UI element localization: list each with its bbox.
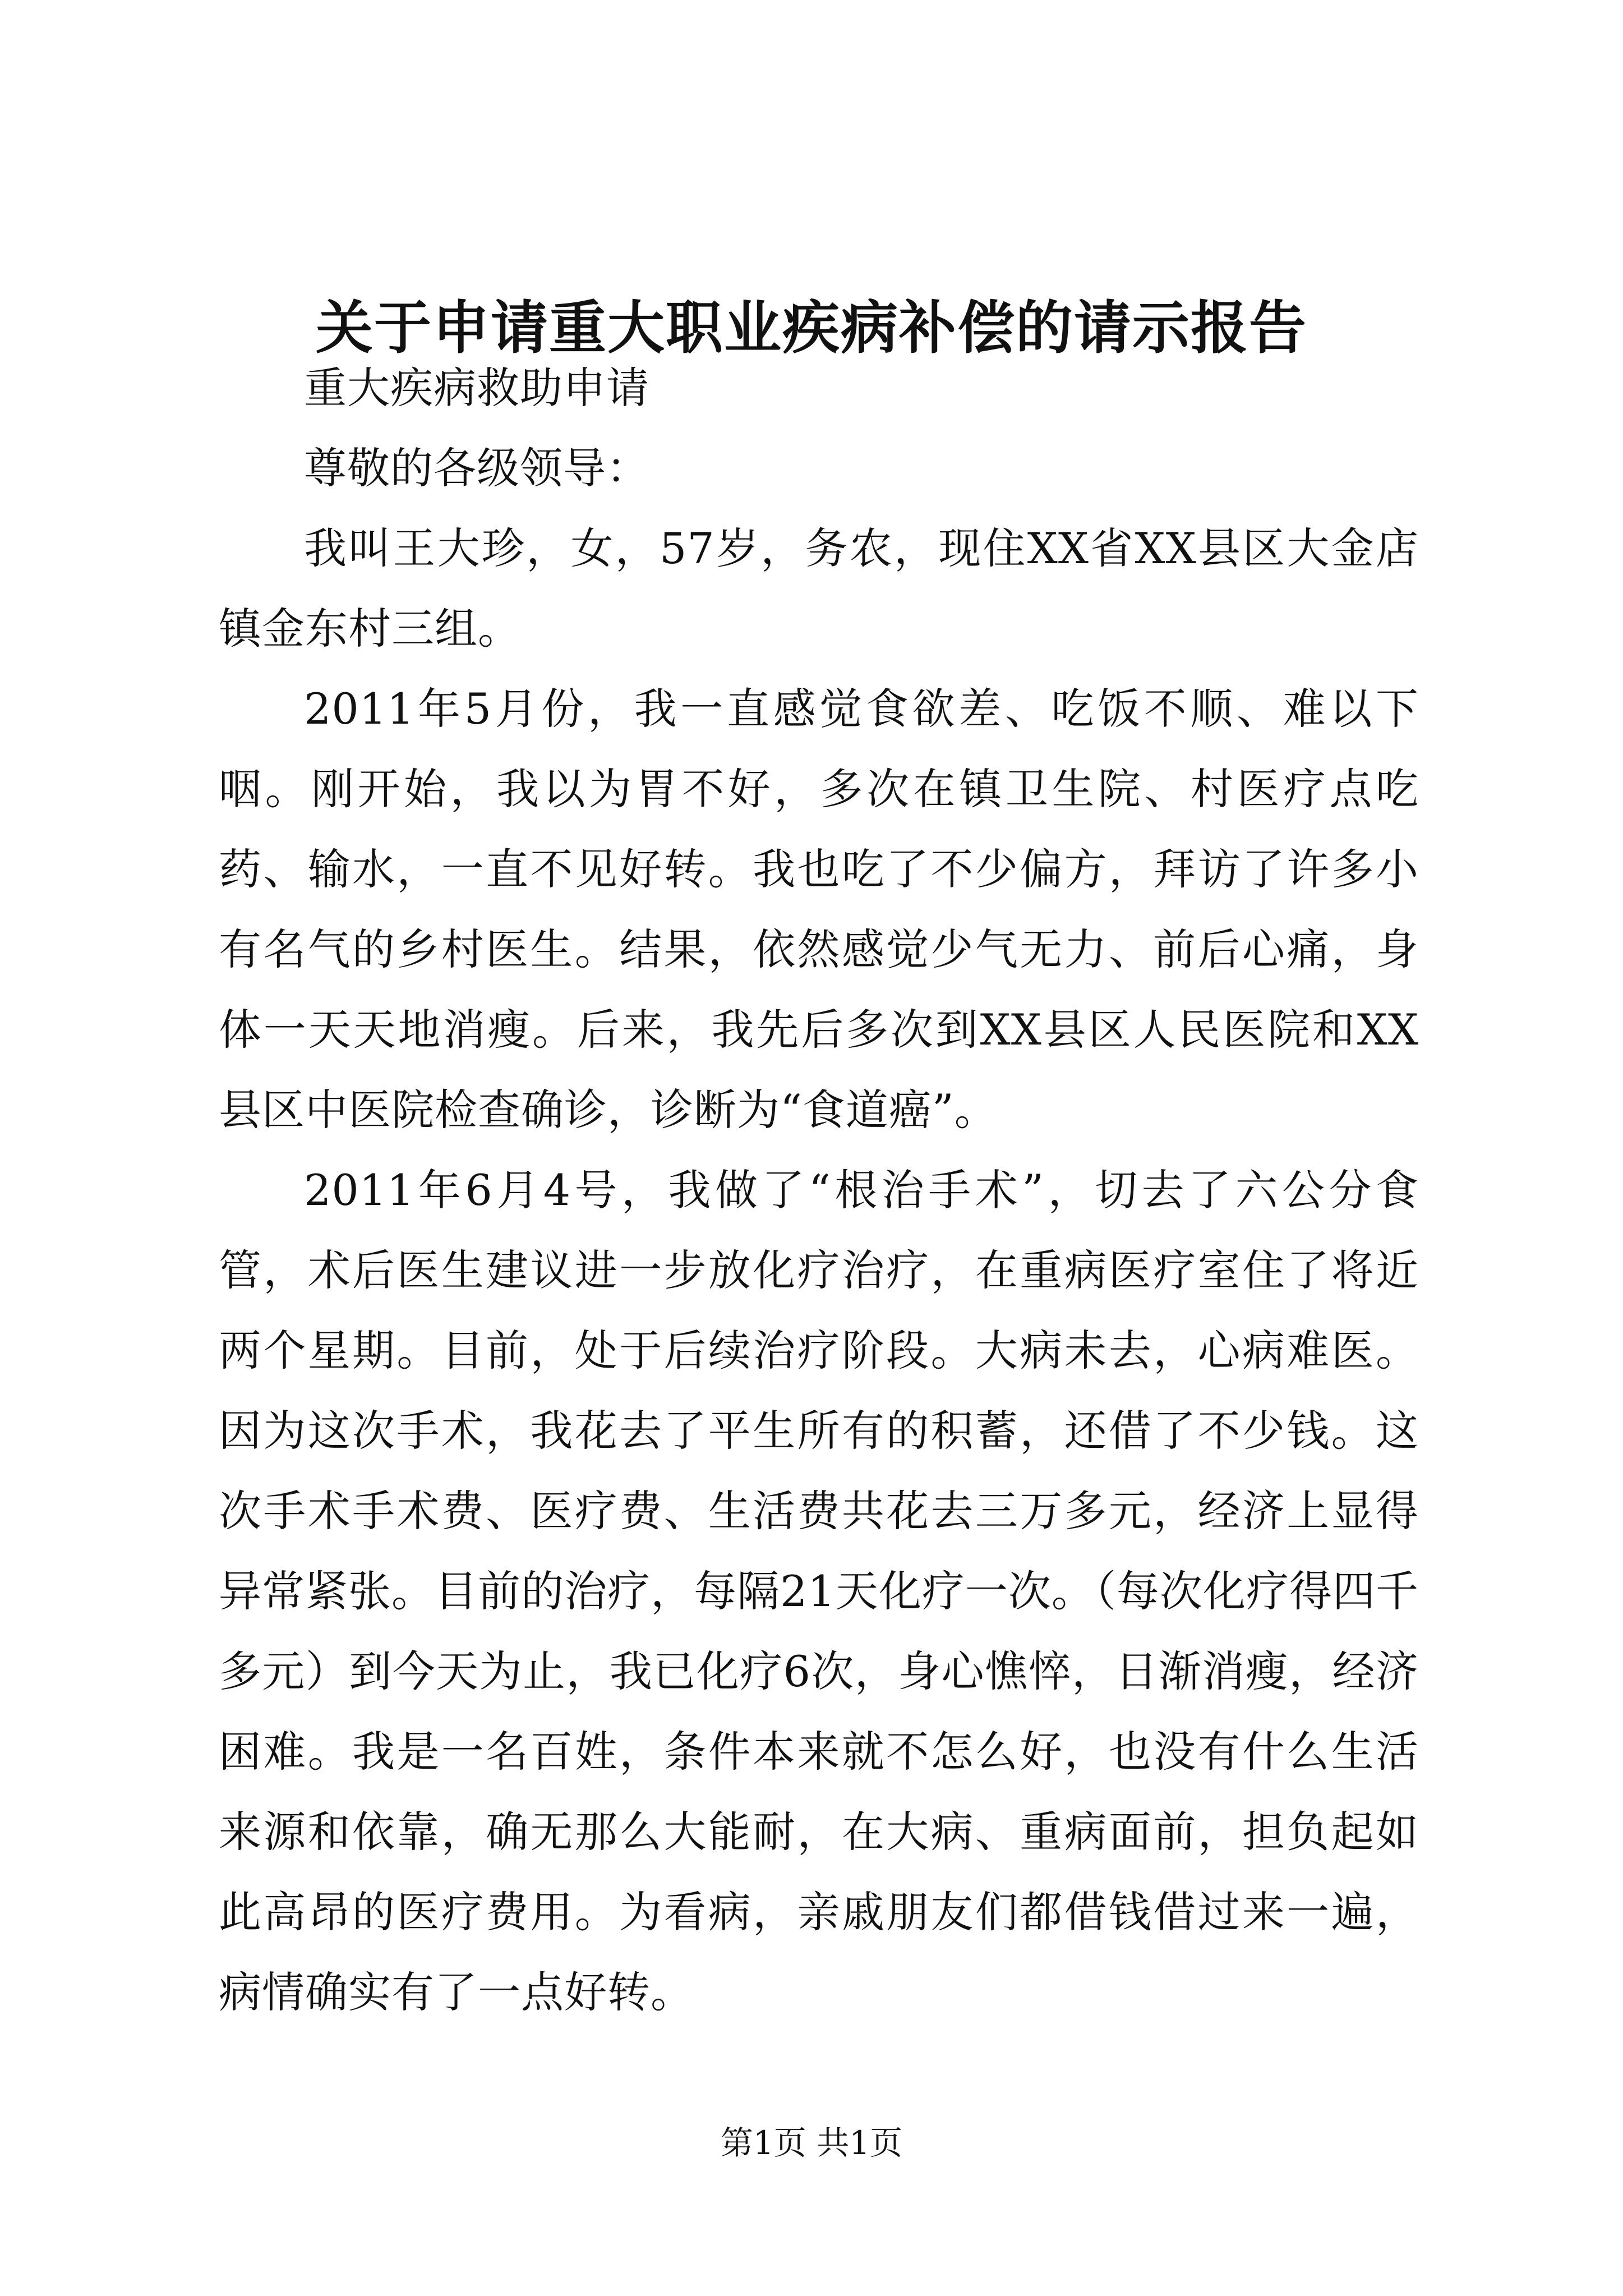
- salutation-paragraph: 尊敬的各级领导：: [304, 443, 649, 493]
- body-paragraph: 2011年6月4号，我做了“根治手术”，切去了六公分食管，术后医生建议进一步放化疗治疗，在重病医疗室住了将近两个星期。目前，处于后续治疗阶段。大病未去，心病难医。因为这次手术，我花去了平生所有的积蓄，还借了不少钱。这次手术手术费、医疗费、生活费共花去三万多元，经济上显得异常紧张。目前的治疗，每隔21天化疗一次。（每次化疗得四千多元）到今天为止，我已化疗6次，身心憔悴，日渐消瘦，经济困难。我是一名百姓，条件本来就不怎么好，也没有什么生活来源和依靠，确无那么大能耐，在大病、重病面前，担负起如此高昂的医疗费用。为看病，亲戚朋友们都借钱借过来一遍，病情确实有了一点好转。: [219, 1165, 1419, 2017]
- body-paragraph: 2011年5月份，我一直感觉食欲差、吃饭不顺、难以下咽。刚开始，我以为胃不好，多次在镇卫生院、村医疗点吃药、输水，一直不见好转。我也吃了不少偏方，拜访了许多小有名气的乡村医生。结果，依然感觉少气无力、前后心痛，身体一天天地消瘦。后来，我先后多次到XX县区人民医院和XX县区中医院检查确诊，诊断为“食道癌”。: [219, 684, 1419, 1135]
- subtitle-paragraph: 重大疾病救助申请: [304, 363, 649, 413]
- body-paragraph: 我叫王大珍，女，57岁，务农，现住XX省XX县区大金店镇金东村三组。: [219, 523, 1419, 654]
- document-body: [219, 348, 1419, 2032]
- document-title: 关于申请重大职业疾病补偿的请示报告: [316, 295, 1307, 362]
- page-footer: 第1页 共1页: [720, 2124, 903, 2162]
